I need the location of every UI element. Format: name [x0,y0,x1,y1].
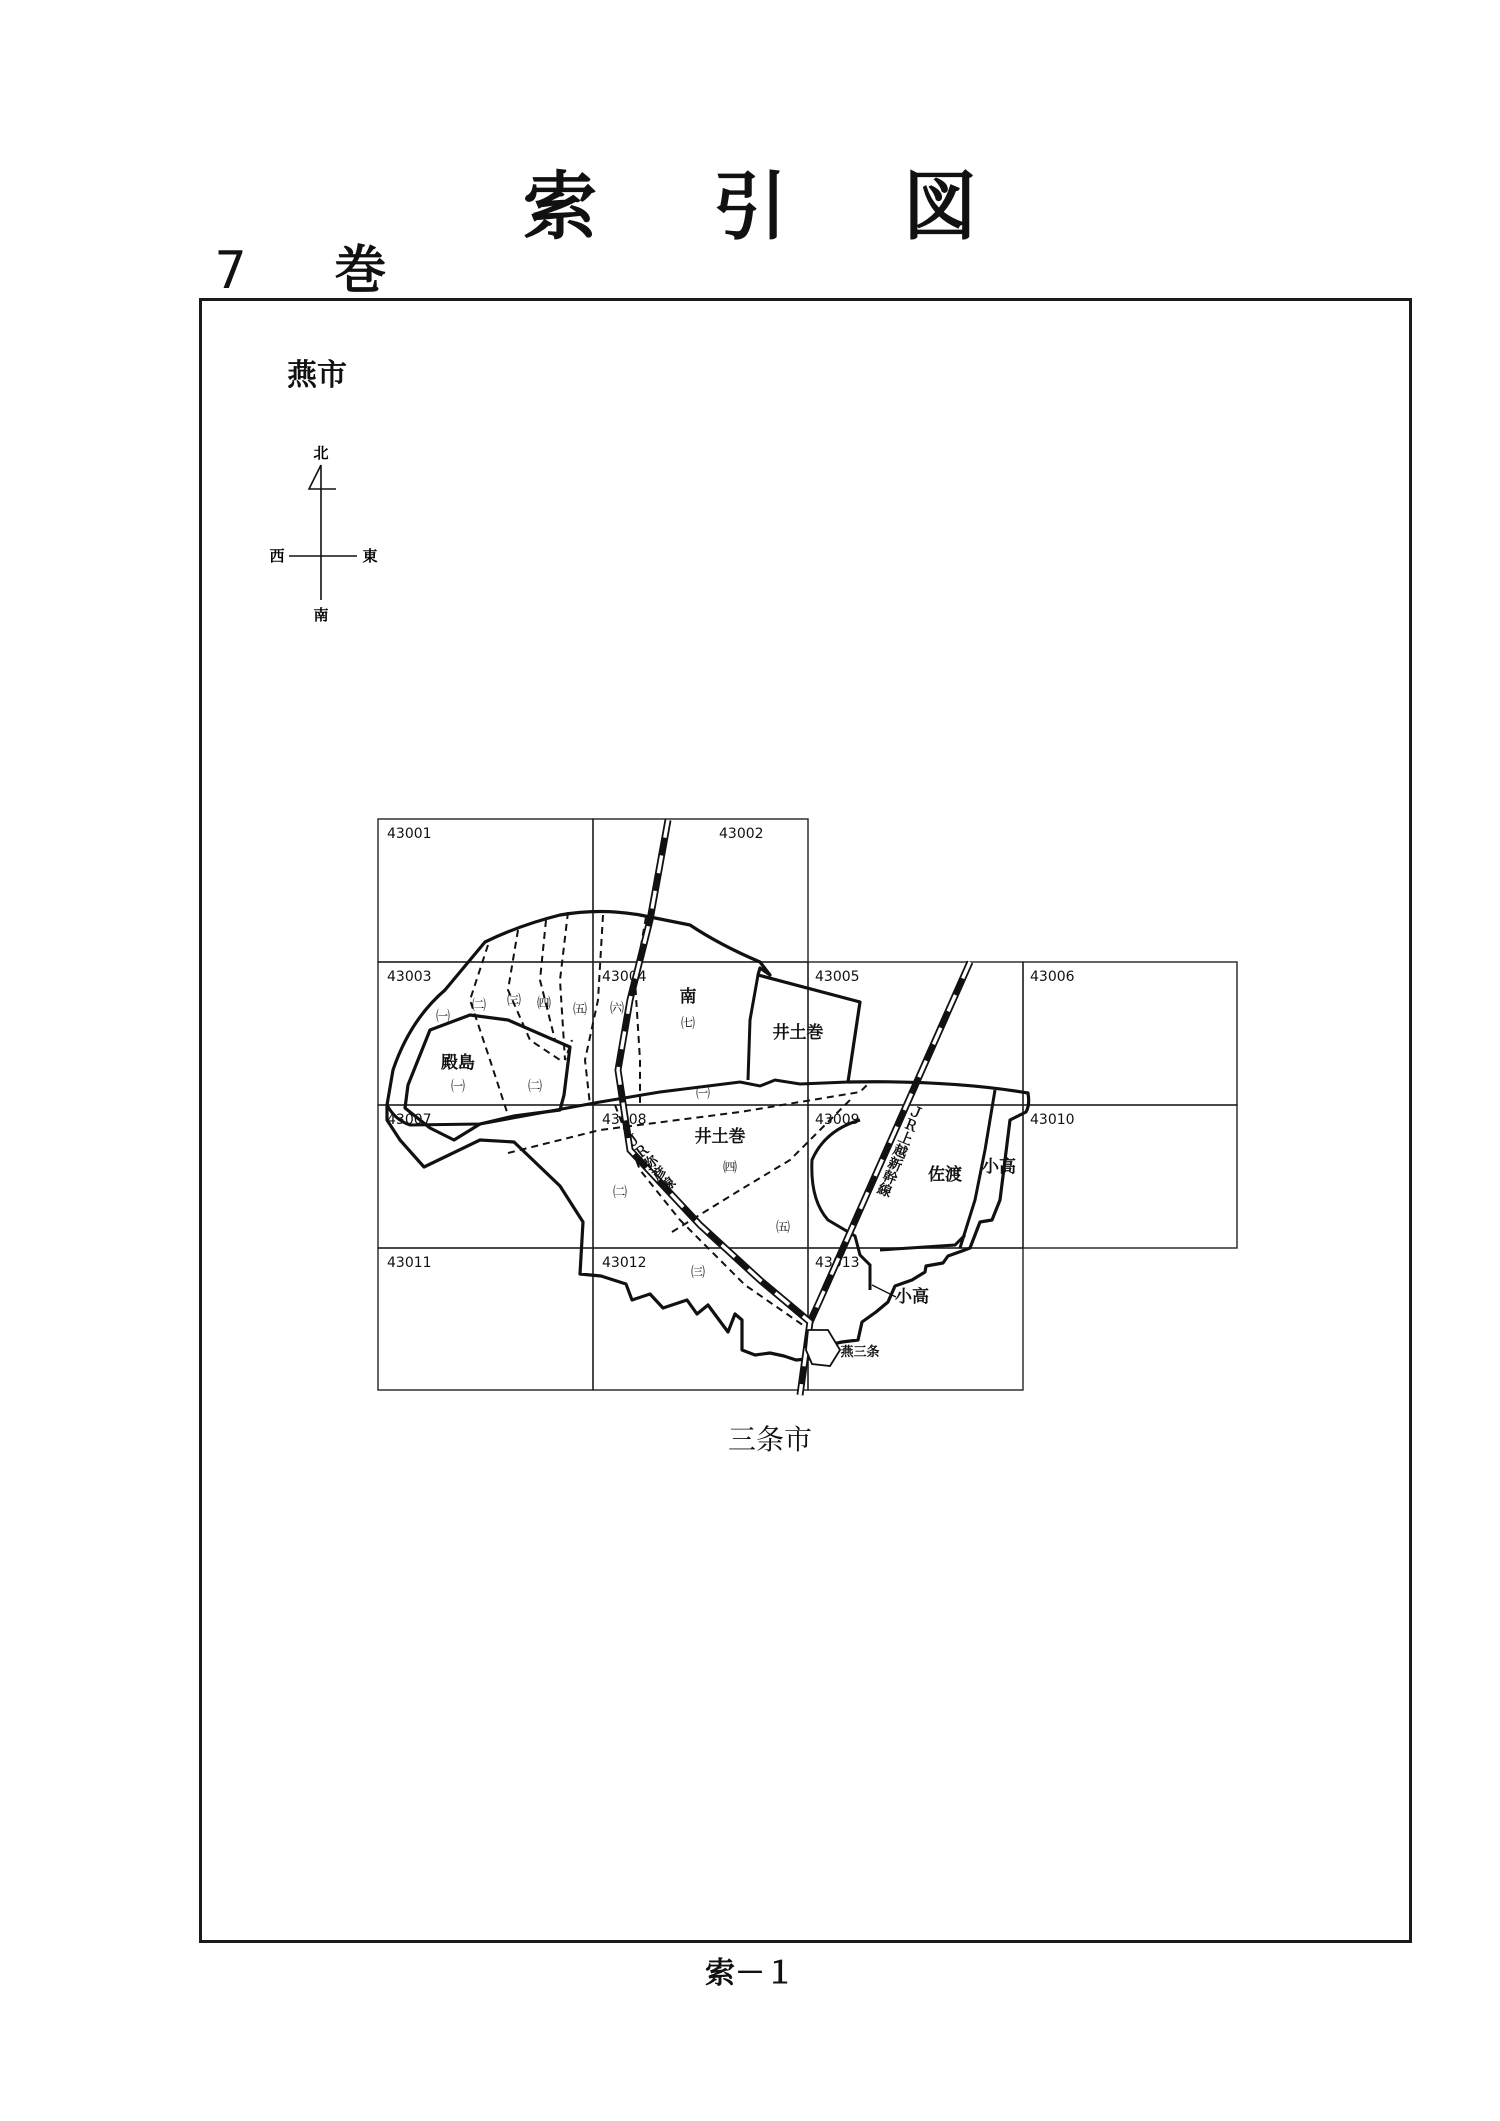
railway-yahiko [618,820,810,1395]
district-label: ㈢ [507,993,521,1009]
sheet-number: 43006 [1030,969,1075,985]
sheet-number: 43010 [1030,1112,1075,1128]
railway-label-yahiko: ＪＲ弥彦線 [621,1130,678,1196]
district-label: ㈦ [681,1016,695,1032]
district-label: ㈢ [691,1265,705,1281]
volume-number: 7 [215,241,247,301]
compass-south: 南 [313,606,329,624]
district-label: ㈣ [537,996,551,1012]
sheet-number: 43012 [602,1255,647,1271]
sheet-number: 43005 [815,969,860,985]
compass-west: 西 [269,547,285,565]
sheet-number: 43008 [602,1112,647,1128]
district-label: 小高 [982,1157,1016,1177]
district-label: ㈠ [436,1009,450,1025]
page-title-char: 図 [903,164,977,250]
sheet-number: 43009 [815,1112,860,1128]
compass-icon [269,444,377,624]
sheet-number: 43003 [387,969,432,985]
district-label: 南 [679,987,697,1007]
district-label: ㈡ [613,1185,627,1201]
district-label: ㈤ [776,1220,790,1236]
city-name: 燕市 [287,358,347,393]
page-title-char: 索 [523,164,597,250]
neighbor-city-label: 三条市 [727,1423,812,1456]
district-label: ㈤ [573,1002,587,1018]
compass-north: 北 [313,444,329,462]
district-label: 佐渡 [928,1165,962,1185]
district-label: 井土巻 [772,1023,824,1043]
district-label: ㈠ [451,1079,465,1095]
page-title-char: 引 [713,164,787,250]
station-icon [806,1330,840,1366]
compass-east: 東 [362,547,378,565]
district-label: 小高 [895,1287,929,1307]
sheet-number: 43001 [387,826,432,842]
district-label: 殿島 [441,1053,475,1073]
sheet-number: 43002 [719,826,764,842]
sheet-number: 43004 [602,969,647,985]
page-number: 索－１ [705,1956,795,1991]
sheet-number: 43007 [387,1112,432,1128]
sheet-cell [593,819,808,962]
district-label: 井土巻 [694,1127,746,1147]
district-label: ㈡ [528,1079,542,1095]
railway-shinkansen [810,962,970,1322]
district-label: ㈡ [472,998,486,1014]
district-label: ㈥ [610,1001,624,1017]
district-label: ㈠ [696,1086,710,1102]
district-boundary [470,912,870,1330]
sheet-grid [378,819,1237,1390]
railway-label-shinkansen: ＪＲ上越新幹線 [873,1102,926,1199]
sheet-number: 43013 [815,1255,860,1271]
volume-name: 巻 [334,241,387,301]
district-label: ㈣ [723,1160,737,1176]
station-label: 燕三条 [840,1345,880,1360]
sheet-number: 43011 [387,1255,432,1271]
boundary-line [748,975,758,1080]
